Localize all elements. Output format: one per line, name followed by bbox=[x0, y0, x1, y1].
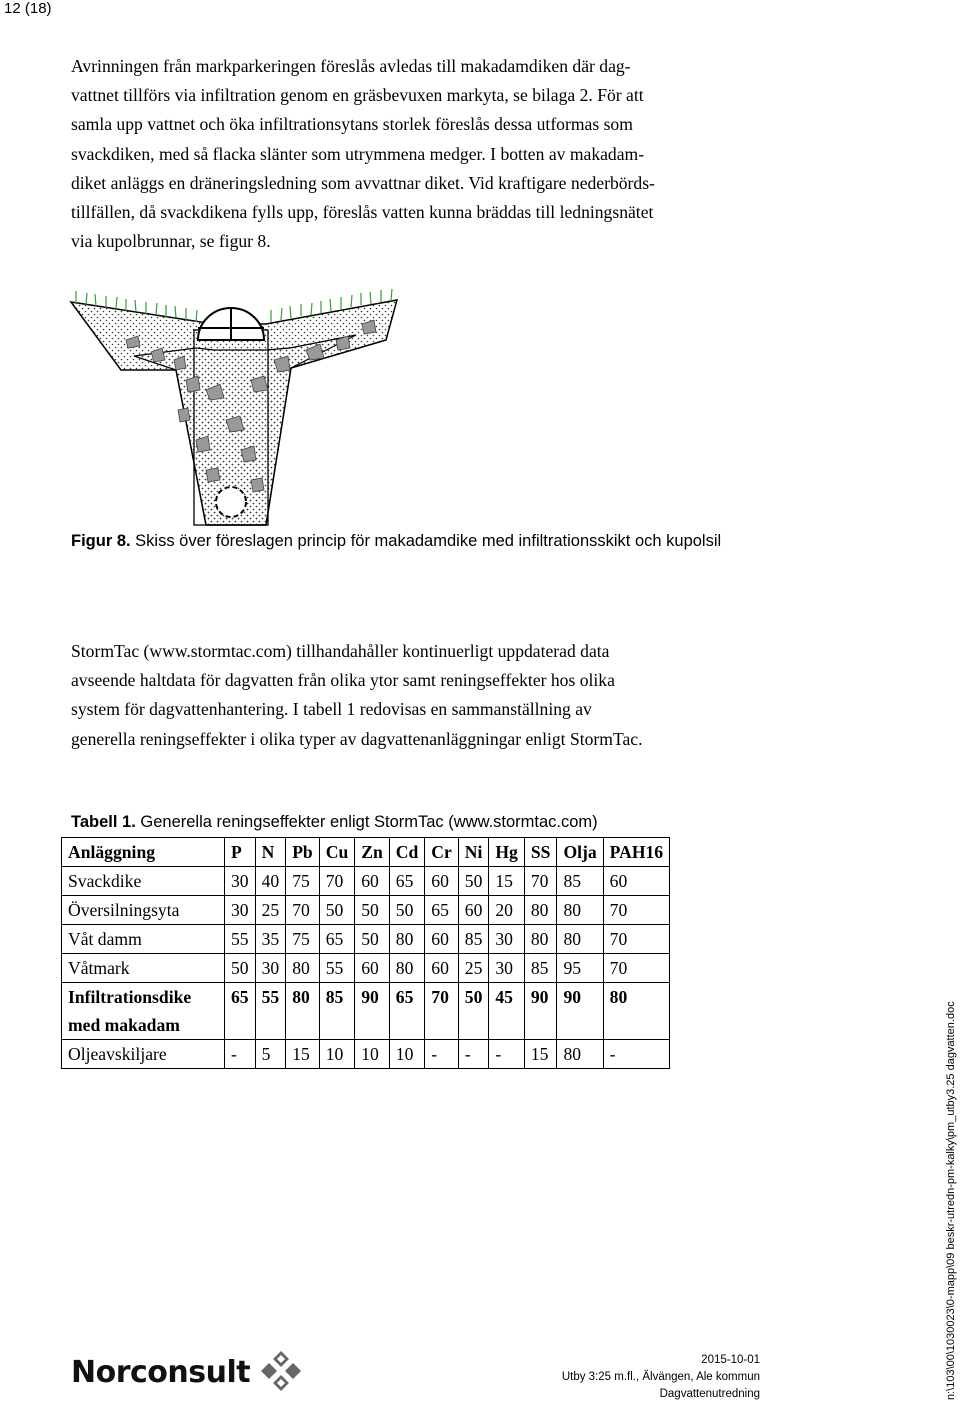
effect-value-cell: 50 bbox=[225, 954, 256, 983]
effect-value-cell: 60 bbox=[603, 867, 669, 896]
effect-value-cell: 80 bbox=[557, 925, 603, 954]
footer-doc-type: Dagvattenutredning bbox=[659, 1388, 760, 1400]
table-header-cell: Cu bbox=[319, 838, 355, 867]
effect-value-cell: 70 bbox=[319, 867, 355, 896]
effect-value-cell: - bbox=[603, 1040, 669, 1069]
paragraph-stormtac bbox=[71, 637, 771, 754]
table-header-cell: Hg bbox=[489, 838, 524, 867]
effect-value-cell: 80 bbox=[557, 1040, 603, 1069]
facility-name-cell: Våtmark bbox=[62, 954, 225, 983]
effect-value-cell: 40 bbox=[255, 867, 286, 896]
figure-caption bbox=[71, 528, 771, 555]
effect-value-cell: 25 bbox=[255, 896, 286, 925]
effect-value-cell: 80 bbox=[524, 896, 557, 925]
text-line: generella reningseffekter i olika typer av dagvattenanläggningar enligt StormTac. bbox=[71, 728, 643, 749]
facility-name-cell: Våt damm bbox=[62, 925, 225, 954]
effect-value-cell: 80 bbox=[389, 925, 425, 954]
effect-value-cell: 60 bbox=[355, 867, 390, 896]
makadam-ditch-sketch bbox=[66, 280, 402, 530]
effect-value-cell: 25 bbox=[458, 954, 489, 983]
effect-value-cell: 70 bbox=[603, 925, 669, 954]
effect-value-cell: - bbox=[425, 1040, 459, 1069]
effect-value-cell: 75 bbox=[286, 925, 320, 954]
effect-value-cell: 50 bbox=[355, 925, 390, 954]
table-header-cell: SS bbox=[524, 838, 557, 867]
footer-project: Utby 3:25 m.fl., Älvängen, Ale kommun bbox=[561, 1371, 760, 1383]
effect-value-cell: 75 bbox=[286, 867, 320, 896]
effect-value-cell: 5 bbox=[255, 1040, 286, 1069]
effect-value-cell: 60 bbox=[355, 954, 390, 983]
effect-value-cell: 90 bbox=[557, 983, 603, 1040]
table-header-cell: N bbox=[255, 838, 286, 867]
paragraph-drainage bbox=[71, 52, 771, 256]
text-line: Avrinningen från markparkeringen föreslås avledas till makadamdiken där dag- bbox=[71, 56, 631, 76]
effect-value-cell: 60 bbox=[425, 867, 459, 896]
effect-value-cell: 85 bbox=[557, 867, 603, 896]
table-caption bbox=[71, 809, 598, 836]
figure-caption-text: Skiss över föreslagen princip för makadamdike med infiltrationsskikt och kupolsil bbox=[130, 532, 722, 550]
footer-date: 2015-10-01 bbox=[701, 1354, 760, 1366]
norconsult-logo bbox=[71, 1352, 306, 1392]
text-line: avseende haltdata för dagvatten från olika ytor samt reningseffekter hos olika bbox=[71, 670, 615, 691]
facility-name-cell: Svackdike bbox=[62, 867, 225, 896]
effect-value-cell: 80 bbox=[524, 925, 557, 954]
effect-value-cell: 10 bbox=[355, 1040, 390, 1069]
facility-name-cell: Oljeavskiljare bbox=[62, 1040, 225, 1069]
table-caption-text: Generella reningseffekter enligt StormTac (www.stormtac.com) bbox=[135, 813, 598, 831]
effect-value-cell: 70 bbox=[603, 954, 669, 983]
table-row bbox=[62, 867, 670, 896]
diamond-logo-icon bbox=[256, 1349, 306, 1395]
table-header-cell: Zn bbox=[355, 838, 390, 867]
text-line: StormTac (www.stormtac.com) tillhandahåller kontinuerligt uppdaterad data bbox=[71, 641, 610, 661]
effect-value-cell: 50 bbox=[319, 896, 355, 925]
effect-value-cell: 60 bbox=[425, 925, 459, 954]
text-line: system för dagvattenhantering. I tabell 1 redovisas en sammanställning av bbox=[71, 699, 592, 720]
effect-value-cell: 55 bbox=[225, 925, 256, 954]
effect-value-cell: 20 bbox=[489, 896, 524, 925]
effect-value-cell: 65 bbox=[389, 867, 425, 896]
table-row bbox=[62, 1040, 670, 1069]
effect-value-cell: - bbox=[489, 1040, 524, 1069]
table-label: Tabell 1. bbox=[71, 813, 136, 831]
text-line: svackdiken, med så flacka slänter som utrymmena medger. I botten av makadam- bbox=[71, 143, 645, 164]
effect-value-cell: 30 bbox=[255, 954, 286, 983]
effect-value-cell: 65 bbox=[425, 896, 459, 925]
figure-label: Figur 8. bbox=[71, 532, 131, 550]
table-header-cell: Ni bbox=[458, 838, 489, 867]
effect-value-cell: 60 bbox=[425, 954, 459, 983]
effect-value-cell: 80 bbox=[286, 983, 320, 1040]
table-header-cell: Pb bbox=[286, 838, 320, 867]
effect-value-cell: 30 bbox=[489, 954, 524, 983]
effect-value-cell: 15 bbox=[489, 867, 524, 896]
table-header-cell: PAH16 bbox=[603, 838, 669, 867]
text-line: tillfällen, då svackdikena fylls upp, föreslås vatten kunna bräddas till ledningsnätet bbox=[71, 202, 654, 223]
effect-value-cell: 30 bbox=[225, 896, 256, 925]
effect-value-cell: 10 bbox=[389, 1040, 425, 1069]
text-line: samla upp vattnet och öka infiltrationsytans storlek föreslås dessa utformas som bbox=[71, 114, 633, 135]
logo-text: Norconsult bbox=[71, 1354, 251, 1390]
table-row bbox=[62, 983, 670, 1040]
effect-value-cell: 35 bbox=[255, 925, 286, 954]
facility-name-cell: Översilningsyta bbox=[62, 896, 225, 925]
effect-value-cell: 50 bbox=[355, 896, 390, 925]
table-row bbox=[62, 896, 670, 925]
effect-value-cell: 65 bbox=[389, 983, 425, 1040]
effect-value-cell: 70 bbox=[425, 983, 459, 1040]
text-line: diket anläggs en dräneringsledning som avvattnar diket. Vid kraftigare nederbörds- bbox=[71, 172, 655, 193]
effect-value-cell: 95 bbox=[557, 954, 603, 983]
page-number: 12 (18) bbox=[4, 0, 52, 17]
effect-value-cell: 80 bbox=[286, 954, 320, 983]
page-footer bbox=[562, 1352, 760, 1403]
table-header-cell: Anläggning bbox=[62, 838, 225, 867]
effect-value-cell: 50 bbox=[458, 983, 489, 1040]
table-row bbox=[62, 925, 670, 954]
effect-value-cell: - bbox=[458, 1040, 489, 1069]
effect-value-cell: 80 bbox=[603, 983, 669, 1040]
effect-value-cell: 85 bbox=[524, 954, 557, 983]
document-file-path: n:\103\00\1030023\0-mapp\09 beskr-utredn-pm-kalky\pm_utby3.25 dagvatten.doc bbox=[945, 1001, 957, 1400]
effect-value-cell: 15 bbox=[524, 1040, 557, 1069]
table-header-cell: P bbox=[225, 838, 256, 867]
effect-value-cell: 45 bbox=[489, 983, 524, 1040]
table-row bbox=[62, 954, 670, 983]
effect-value-cell: 65 bbox=[319, 925, 355, 954]
effect-value-cell: 60 bbox=[458, 896, 489, 925]
effect-value-cell: 80 bbox=[557, 896, 603, 925]
effect-value-cell: 50 bbox=[458, 867, 489, 896]
text-line: vattnet tillförs via infiltration genom en gräsbevuxen markyta, se bilaga 2. För att bbox=[71, 85, 644, 106]
effect-value-cell: 70 bbox=[603, 896, 669, 925]
table-header-cell: Cr bbox=[425, 838, 459, 867]
effect-value-cell: 30 bbox=[225, 867, 256, 896]
effect-value-cell: 15 bbox=[286, 1040, 320, 1069]
effect-value-cell: 55 bbox=[255, 983, 286, 1040]
effect-value-cell: 80 bbox=[389, 954, 425, 983]
effect-value-cell: 10 bbox=[319, 1040, 355, 1069]
effect-value-cell: 90 bbox=[355, 983, 390, 1040]
effect-value-cell: 70 bbox=[524, 867, 557, 896]
effect-value-cell: 85 bbox=[319, 983, 355, 1040]
effect-value-cell: - bbox=[225, 1040, 256, 1069]
text-line: via kupolbrunnar, se figur 8. bbox=[71, 231, 271, 252]
effect-value-cell: 65 bbox=[225, 983, 256, 1040]
effect-value-cell: 70 bbox=[286, 896, 320, 925]
table-header-cell: Cd bbox=[389, 838, 425, 867]
facility-name-cell: Infiltrationsdike med makadam bbox=[62, 983, 225, 1040]
effect-value-cell: 55 bbox=[319, 954, 355, 983]
table-header-cell: Olja bbox=[557, 838, 603, 867]
reningseffekter-table bbox=[61, 837, 670, 1069]
effect-value-cell: 50 bbox=[389, 896, 425, 925]
effect-value-cell: 85 bbox=[458, 925, 489, 954]
effect-value-cell: 90 bbox=[524, 983, 557, 1040]
table-header-row bbox=[62, 838, 670, 867]
effect-value-cell: 30 bbox=[489, 925, 524, 954]
